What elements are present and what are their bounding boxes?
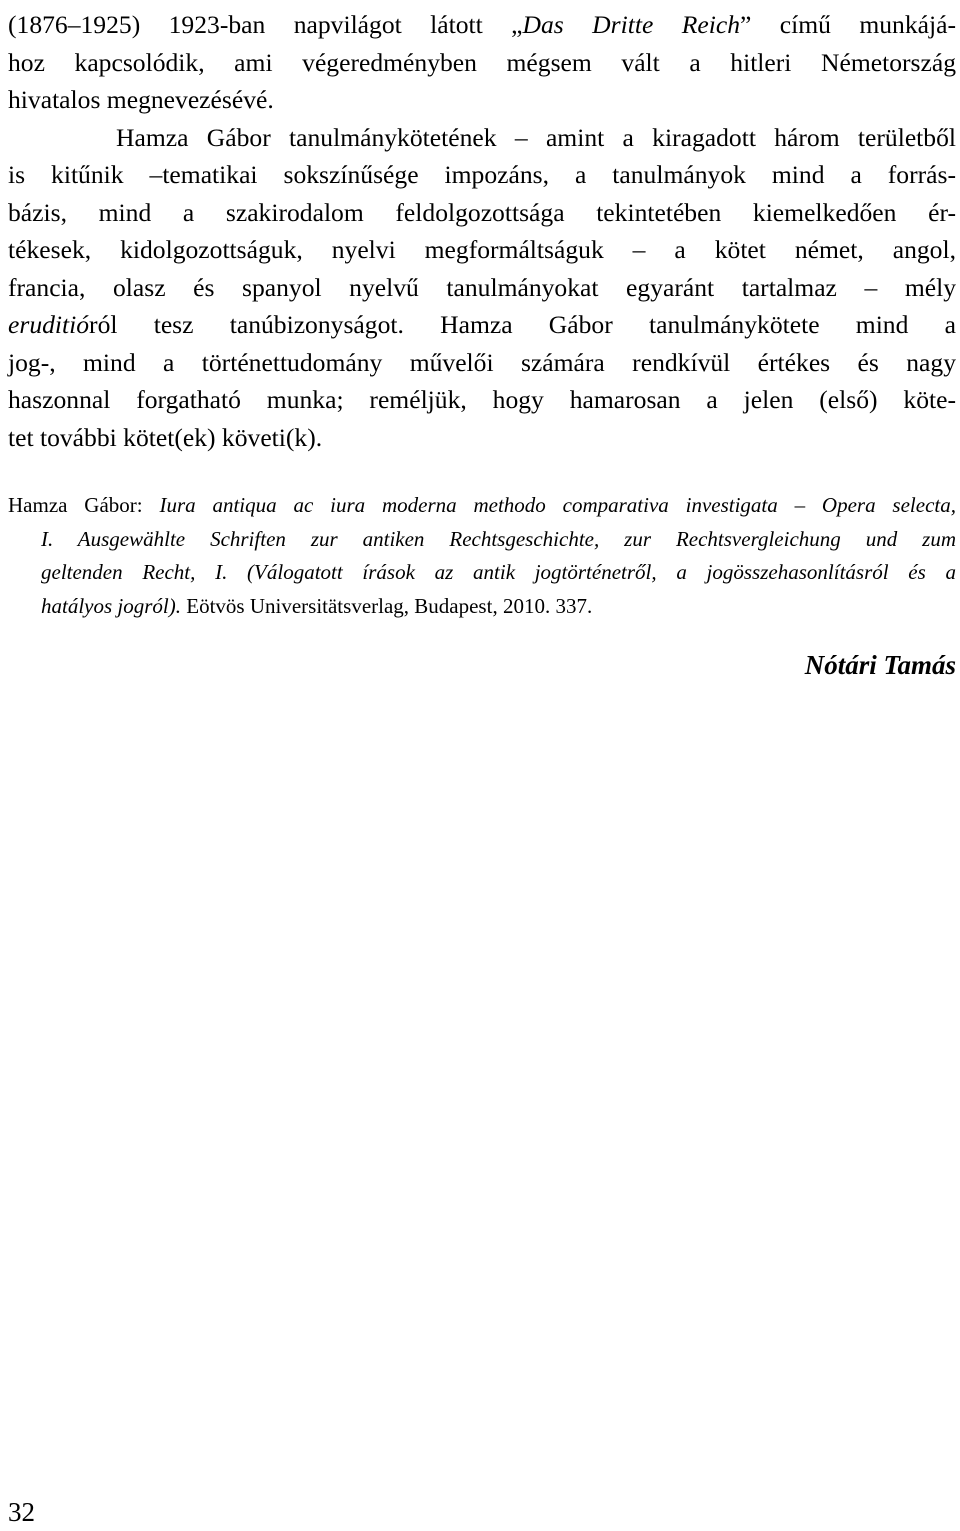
text-line: (1876–1925) 1923-ban napvilágot látott „Das Dritte Reich” című munkájá- — [8, 10, 957, 39]
page-number: 32 — [8, 1497, 35, 1527]
text-line: tékesek, kidolgozottságuk, nyelvi megformáltságuk – a kötet német, angol, — [8, 235, 956, 264]
text-line: hivatalos megnevezésévé. — [8, 85, 274, 114]
text-line: is kitűnik –tematikai sokszínűsége impozáns, a tanulmányok mind a forrás- — [8, 160, 956, 189]
page-body — [8, 6, 956, 456]
text-line: bázis, mind a szakirodalom feldolgozottsága tekintetében kiemelkedően ér- — [8, 197, 956, 227]
reference-title: Iura antiqua ac iura moderna methodo comparativa investigata – Opera selecta, — [159, 493, 956, 517]
reference-line: Hamza Gábor: Iura antiqua ac iura moderna methodo comparativa investigata – Opera selecta, — [8, 493, 956, 517]
author-signature: Nótári Tamás — [804, 650, 956, 680]
text-line: eruditióról tesz tanúbizonyságot. Hamza Gábor tanulmánykötete mind a — [8, 310, 956, 339]
paragraph-continuation — [8, 6, 956, 119]
reference-line: I. Ausgewählte Schriften zur antiken Rechtsgeschichte, zur Rechtsvergleichung und zum — [41, 526, 956, 551]
text-line: francia, olasz és spanyol nyelvű tanulmányokat egyaránt tartalmaz – mély — [8, 272, 956, 302]
text-line: Hamza Gábor tanulmánykötetének – amint a kiragadott három területből — [116, 122, 956, 152]
book-title: Das Dritte Reich — [522, 10, 740, 39]
reference-publisher: Eötvös Universitätsverlag, Budapest, 2010. 337. — [181, 593, 593, 618]
paragraph-review — [8, 119, 956, 457]
text-line: jog-, mind a történettudomány művelői számára rendkívül értékes és nagy — [8, 347, 956, 377]
reference-line: hatályos jogról). Eötvös Universitätsverlag, Budapest, 2010. 337. — [41, 593, 593, 618]
bibliographic-reference — [8, 489, 956, 623]
reference-author: Hamza Gábor — [8, 493, 137, 517]
text-line: haszonnal forgatható munka; reméljük, hogy hamarosan a jelen (első) köte- — [8, 385, 956, 414]
text-line: hoz kapcsolódik, ami végeredményben mégsem vált a hitleri Németország — [8, 47, 956, 77]
text-line: tet további kötet(ek) követi(k). — [8, 422, 323, 452]
reference-line: geltenden Recht, I. (Válogatott írások az antik jogtörténetről, a jogösszehasonlításról és a — [41, 560, 956, 584]
italic-word: eruditió — [8, 310, 90, 339]
